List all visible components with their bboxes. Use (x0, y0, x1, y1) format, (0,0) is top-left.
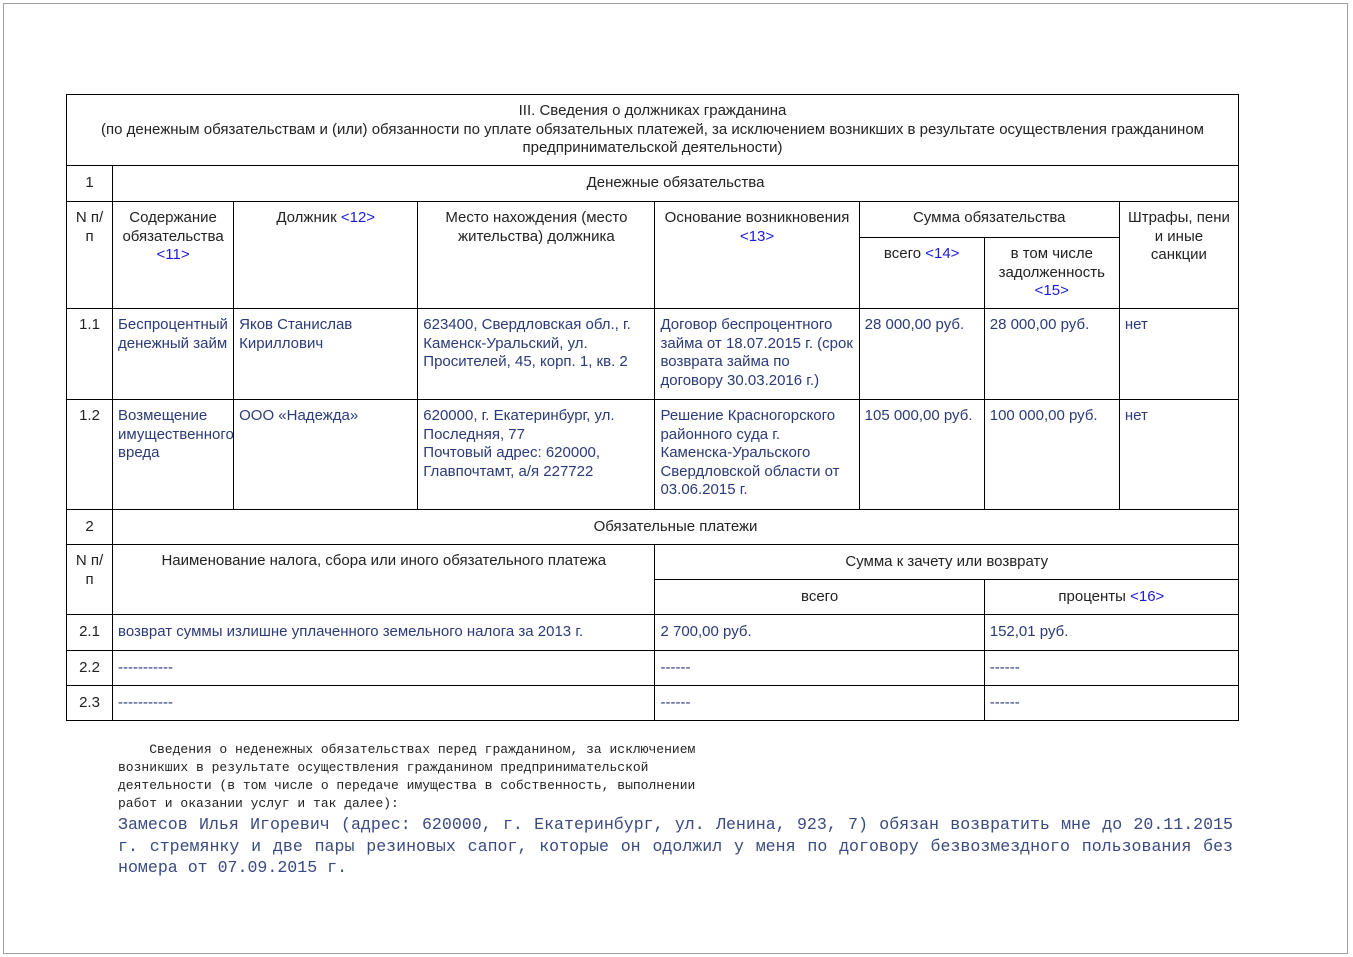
row-content: Беспроцентный денежный займ (113, 309, 234, 400)
header-content (113, 202, 234, 309)
part2-num: 2 (67, 510, 113, 545)
row-num: 1.2 (67, 400, 113, 510)
row-payment-name: ----------- (113, 686, 655, 721)
row-content: Возмещение имущественного вреда (113, 400, 234, 510)
row-location (418, 400, 655, 510)
section-title: III. Сведения о должниках гражданина (518, 102, 787, 120)
non-monetary-obligations-label: Сведения о неденежных обязательствах перед гражданином, за исключением возникших в результате осуществления гражданином предпринимательской деятельности (в том числе о передаче имущества в собственность, выполнении работ и оказании услуг и так далее): (118, 742, 696, 811)
row-debtor: Яков Станислав Кириллович (234, 309, 418, 400)
header-percent (984, 580, 1238, 615)
table-row (67, 651, 1239, 686)
header-n: N п/п (67, 545, 113, 615)
footnote-link[interactable]: <11> (156, 246, 190, 263)
row-num: 1.1 (67, 309, 113, 400)
row-num: 2.1 (67, 615, 113, 651)
header-location: Место нахождения (место жительства) должника (418, 202, 655, 309)
table-row (67, 686, 1239, 721)
row-debtor: ООО «Надежда» (234, 400, 418, 510)
header-incl-label: в том числе задолженность (998, 245, 1105, 281)
row-basis: Договор беспроцентного займа от 18.07.2015 г. (срок возврата займа по договору 30.03.2016 г.) (655, 309, 859, 400)
header-total (859, 238, 984, 309)
row-percent: ------ (984, 686, 1238, 721)
header-debtor-label: Должник (276, 209, 337, 226)
header-incl (984, 238, 1119, 309)
table-row (67, 615, 1239, 651)
row-location: 623400, Свердловская обл., г. Каменск-Уральский, ул. Просителей, 45, корп. 1, кв. 2 (418, 309, 655, 400)
footnote-link[interactable]: <13> (739, 227, 775, 245)
header-basis-label: Основание возникновения (664, 209, 850, 226)
row-incl: 100 000,00 руб. (984, 400, 1119, 510)
row-payment-name: ----------- (113, 651, 655, 686)
header-refund-total: всего (655, 580, 984, 615)
part1-title: Денежные обязательства (113, 166, 1239, 202)
section-subtitle: (по денежным обязательствам и (или) обязанности по уплате обязательных платежей, за исключением возникших в результате осуществления гражданином предпринимательской деятельности) (101, 120, 1204, 157)
non-monetary-obligations-value: Замесов Илья Игоревич (адрес: 620000, г. Екатеринбург, ул. Ленина, 923, 7) обязан возвратить мне до 20.11.2015 г. стремянку и две пары резиновых сапог, которые он одолжил у меня по договору безвозмездного пользования без номера от 07.09.2015 г. (118, 815, 1233, 877)
header-basis (655, 202, 859, 309)
row-num: 2.3 (67, 686, 113, 721)
header-payment-name: Наименование налога, сбора или иного обязательного платежа (113, 545, 655, 615)
footnote-link[interactable]: <14> (925, 245, 960, 262)
header-content-label: Содержание обязательства (122, 209, 224, 245)
row-total: 105 000,00 руб. (859, 400, 984, 510)
header-fines: Штрафы, пени и иные санкции (1119, 202, 1238, 309)
row-fines: нет (1119, 309, 1238, 400)
row-refund-total: ------ (655, 651, 984, 686)
part2-title: Обязательные платежи (113, 510, 1239, 545)
header-total-label: всего (883, 245, 922, 262)
row-basis: Решение Красногорского районного суда г. Каменска-Уральского Свердловской области от 03.06.2015 г. (655, 400, 859, 510)
row-fines: нет (1119, 400, 1238, 510)
row-percent: ------ (984, 651, 1238, 686)
row-payment-name: возврат суммы излишне уплаченного земельного налога за 2013 г. (113, 615, 655, 651)
footnote-link[interactable]: <15> (1034, 282, 1069, 299)
part1-num: 1 (67, 166, 113, 202)
header-n: N п/п (67, 202, 113, 309)
footnote-link[interactable]: <16> (1130, 587, 1165, 605)
header-debtor (234, 202, 418, 309)
row-num: 2.2 (67, 651, 113, 686)
header-refund-sum: Сумма к зачету или возврату (655, 545, 1239, 580)
footnote-link[interactable]: <12> (340, 209, 376, 226)
row-incl: 28 000,00 руб. (984, 309, 1119, 400)
row-refund-total: 2 700,00 руб. (655, 615, 984, 651)
row-location-address: 620000, г. Екатеринбург, ул. Последняя, 77 (423, 407, 615, 443)
row-total: 28 000,00 руб. (859, 309, 984, 400)
debtors-table (66, 94, 1239, 721)
table-row (67, 400, 1239, 510)
row-location-postal: Почтовый адрес: 620000, Главпочтамт, а/я 227722 (423, 444, 601, 480)
row-refund-total: ------ (655, 686, 984, 721)
table-row (67, 309, 1239, 400)
header-sum: Сумма обязательства (859, 202, 1119, 238)
row-percent: 152,01 руб. (984, 615, 1238, 651)
section-heading (67, 95, 1239, 166)
header-percent-label: проценты (1058, 587, 1126, 605)
